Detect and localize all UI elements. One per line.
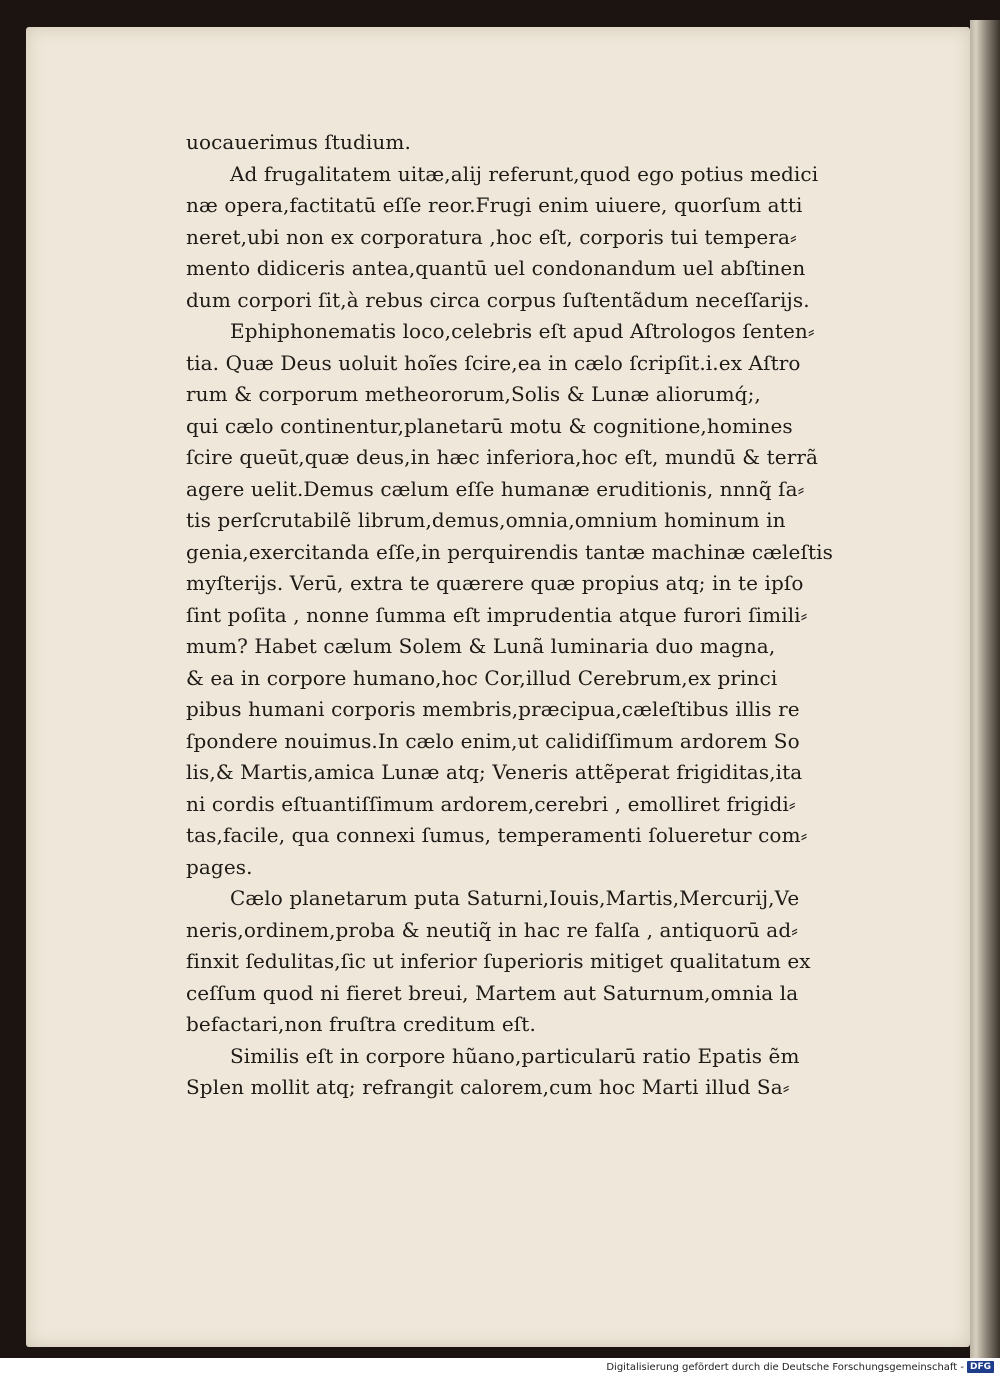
text-line: myſterijs. Verū, extra te quærere quæ propius atq; in te ipſo xyxy=(186,571,804,595)
text-line: Ephiphonematis loco,celebris eſt apud Aſtrologos ſenten⸗ xyxy=(230,319,815,343)
text-line: befactari,non fruſtra creditum eſt. xyxy=(186,1012,536,1036)
text-line: & ea in corpore humano,hoc Cor,illud Cerebrum,ex princi xyxy=(186,665,778,690)
text-line: næ opera,factitatū eſſe reor.Frugi enim uiuere, quorſum atti xyxy=(186,193,803,217)
credit-text: Digitalisierung gefördert durch die Deutsche Forschungsgemeinschaft - xyxy=(606,1361,964,1373)
text-line: tia. Quæ Deus uoluit hoĩes ſcire,ea in cælo ſcripſit.i.ex Aſtro xyxy=(186,350,801,375)
text-line: qui cælo continentur,planetarū motu & cognitione,homines xyxy=(186,413,793,438)
text-line: ſint poſita , nonne ſumma eſt imprudentia atque furori ſimili⸗ xyxy=(186,602,808,627)
page-text xyxy=(186,127,886,1104)
text-line: neret,ubi non ex corporatura ,hoc eſt, corporis tui tempera⸗ xyxy=(186,224,797,249)
text-line: Cælo planetarum puta Saturni,Iouis,Martis,Mercurij,Ve xyxy=(230,886,800,910)
page-edge xyxy=(970,20,1000,1358)
text-line: rum & corporum metheororum,Solis & Lunæ aliorumq́;, xyxy=(186,382,761,406)
text-line: mum? Habet cælum Solem & Lunã luminaria duo magna, xyxy=(186,634,776,658)
text-line: ceſſum quod ni fieret breui, Martem aut Saturnum,omnia la xyxy=(186,980,799,1005)
text-line: tas,facile, qua connexi ſumus, temperamenti ſolueretur com⸗ xyxy=(186,823,808,847)
text-line: agere uelit.Demus cælum eſſe humanæ eruditionis, nnnq̃ ſa⸗ xyxy=(186,476,805,501)
text-line: lis,& Martis,amica Lunæ atq; Veneris attẽperat frigiditas,ita xyxy=(186,760,803,784)
text-line: Splen mollit atq; refrangit calorem,cum hoc Marti illud Sa⸗ xyxy=(186,1075,790,1099)
text-line: ſcire queūt,quæ deus,in hæc inferiora,hoc eſt, mundū & terrã xyxy=(186,445,819,469)
text-line: genia,exercitanda eſſe,in perquirendis tantæ machinæ cæleſtis xyxy=(186,539,833,564)
text-line: dum corpori ſit,à rebus circa corpus ſuſtentãdum neceſſarijs. xyxy=(186,287,810,312)
text-line: finxit ſedulitas,ſic ut inferior ſuperioris mitiget qualitatum ex xyxy=(186,949,811,973)
text-line: ni cordis eſtuantiſſimum ardorem,cerebri , emolliret frigidi⸗ xyxy=(186,791,796,816)
digitization-credit xyxy=(606,1361,994,1373)
text-line: pibus humani corporis membris,præcipua,cæleſtibus illis re xyxy=(186,697,800,721)
text-line: uocauerimus ſtudium. xyxy=(186,130,411,154)
text-line: mento didiceris antea,quantū uel condonandum uel abſtinen xyxy=(186,256,806,280)
text-line: pages. xyxy=(186,854,253,879)
text-line: Ad frugalitatem uitæ,alij referunt,quod ego potius medici xyxy=(230,161,819,186)
dfg-logo: DFG xyxy=(967,1361,994,1373)
text-line: Similis eſt in corpore hũano,particularū ratio Epatis ẽm xyxy=(230,1043,800,1068)
text-line: tis perſcrutabilẽ librum,demus,omnia,omnium hominum in xyxy=(186,508,786,532)
text-line: ſpondere nouimus.In cælo enim,ut calidiſſimum ardorem So xyxy=(186,728,800,753)
text-line: neris,ordinem,proba & neutiq̃ in hac re falſa , antiquorū ad⸗ xyxy=(186,917,798,942)
